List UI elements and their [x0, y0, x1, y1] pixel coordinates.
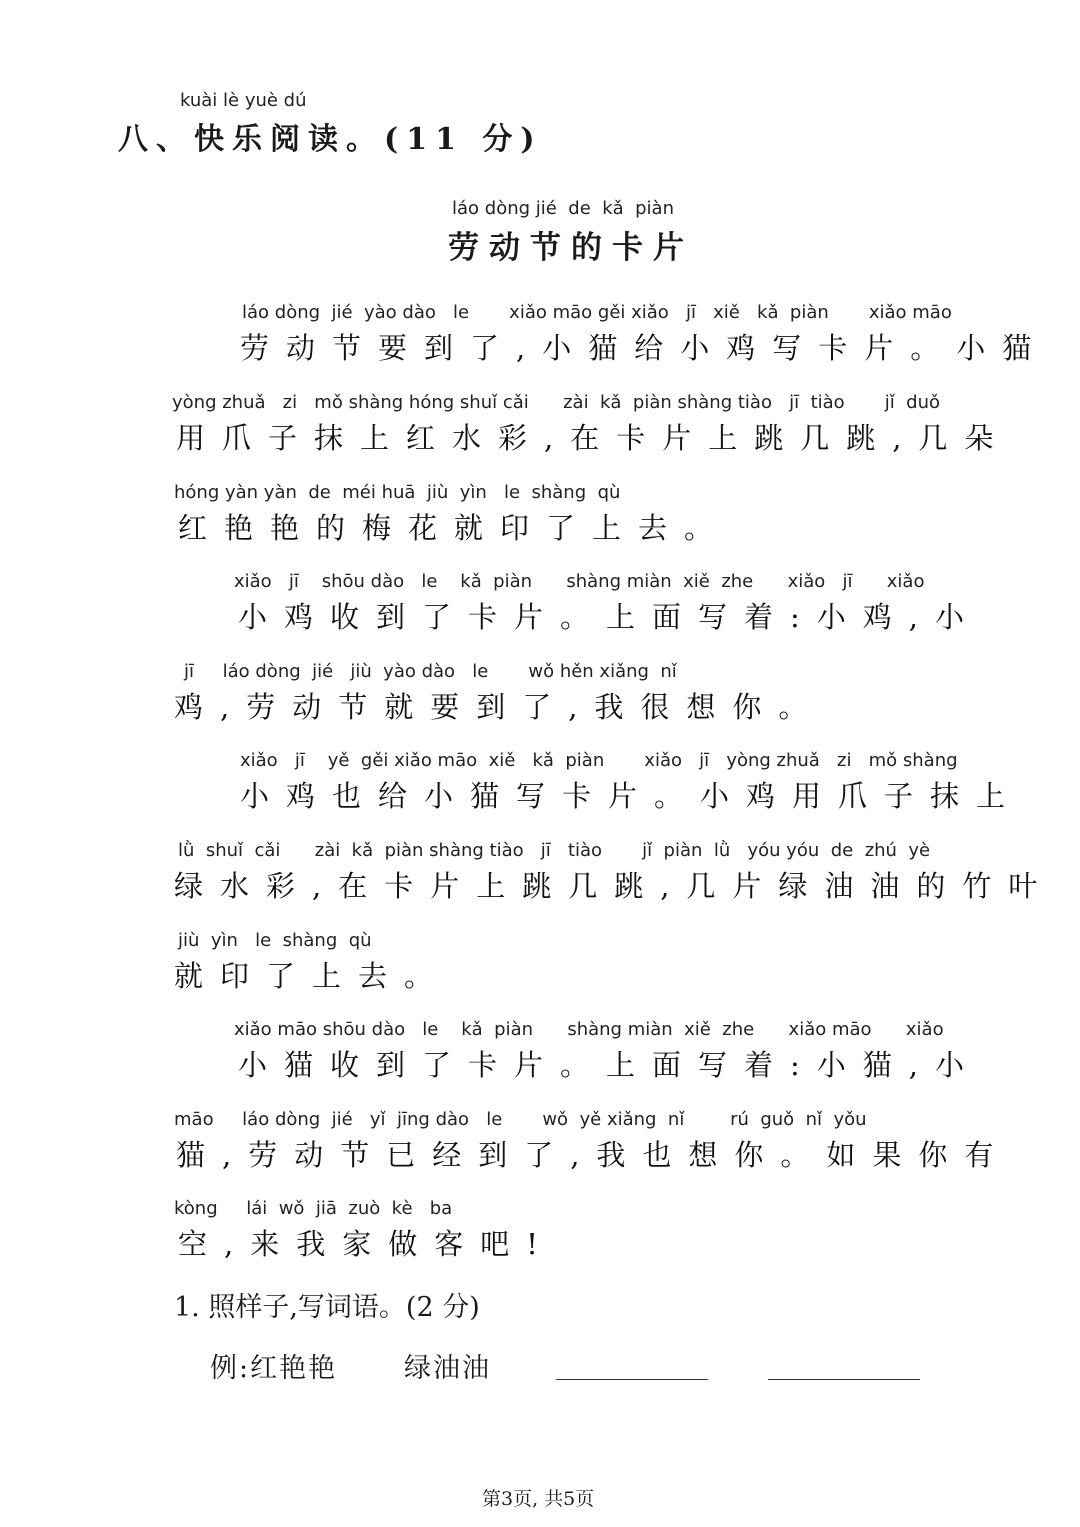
story-line-text: 空,来我家做客吧!	[178, 1227, 555, 1261]
page-number: 第3页, 共5页	[482, 1488, 595, 1510]
story-line-text: 红艳艳的梅花就印了上去。	[178, 511, 731, 545]
section-title: 八、快乐阅读。(11 分)	[118, 122, 543, 157]
story-line-text: 就印了上去。	[174, 959, 451, 993]
story-line-text: 用爪子抹上红水彩,在卡片上跳几跳,几朵	[176, 421, 1011, 455]
story-line-pinyin: jī láo dòng jié jiù yào dào le wǒ hěn xiǎng nǐ	[184, 661, 677, 682]
section-title-pinyin: kuài lè yuè dú	[180, 90, 307, 111]
story-line-pinyin: kòng lái wǒ jiā zuò kè ba	[174, 1198, 453, 1219]
story-line-pinyin: māo láo dòng jié yǐ jīng dào le wǒ yě xiǎng nǐ rú guǒ nǐ yǒu	[174, 1109, 867, 1130]
story-line-text: 小猫收到了卡片。上面写着:小猫,小	[238, 1048, 981, 1082]
story-line-pinyin: yòng zhuǎ zi mǒ shàng hóng shuǐ cǎi zài kǎ piàn shàng tiào jī tiào jǐ duǒ	[172, 392, 941, 413]
story-line-text: 小鸡也给小猫写卡片。小鸡用爪子抹上	[240, 779, 1023, 813]
story-line-pinyin: xiǎo jī shōu dào le kǎ piàn shàng miàn xiě zhe xiǎo jī xiǎo	[234, 571, 925, 592]
story-line-text: 鸡,劳动节就要到了,我很想你。	[174, 690, 825, 724]
story-line-text: 小鸡收到了卡片。上面写着:小鸡,小	[238, 600, 981, 634]
example-word-2: 绿油油	[404, 1353, 491, 1384]
story-line-text: 猫,劳动节已经到了,我也想你。如果你有	[176, 1138, 1011, 1172]
answer-blank-2[interactable]	[768, 1379, 920, 1380]
story-line-text: 绿水彩,在卡片上跳几跳,几片绿油油的竹叶	[174, 869, 1055, 903]
answer-blank-1[interactable]	[556, 1379, 708, 1380]
story-line-pinyin: hóng yàn yàn de méi huā jiù yìn le shàng qù	[174, 482, 621, 503]
story-line-pinyin: láo dòng jié yào dào le xiǎo māo gěi xiǎo jī xiě kǎ piàn xiǎo māo	[242, 302, 952, 323]
story-line-pinyin: jiù yìn le shàng qù	[178, 930, 372, 951]
story-title-pinyin: láo dòng jié de kǎ piàn	[452, 198, 674, 219]
story-title: 劳动节的卡片	[448, 230, 694, 266]
question-1-label: 1. 照样子,写词语。(2 分)	[174, 1292, 480, 1323]
story-line-pinyin: lǜ shuǐ cǎi zài kǎ piàn shàng tiào jī tiào jǐ piàn lǜ yóu yóu de zhú yè	[178, 840, 931, 861]
story-line-text: 劳动节要到了,小猫给小鸡写卡片。小猫	[240, 331, 1049, 365]
example-word-1: 例:红艳艳	[210, 1353, 338, 1384]
story-line-pinyin: xiǎo jī yě gěi xiǎo māo xiě kǎ piàn xiǎo jī yòng zhuǎ zi mǒ shàng	[240, 750, 958, 771]
story-line-pinyin: xiǎo māo shōu dào le kǎ piàn shàng miàn xiě zhe xiǎo māo xiǎo	[234, 1019, 944, 1040]
